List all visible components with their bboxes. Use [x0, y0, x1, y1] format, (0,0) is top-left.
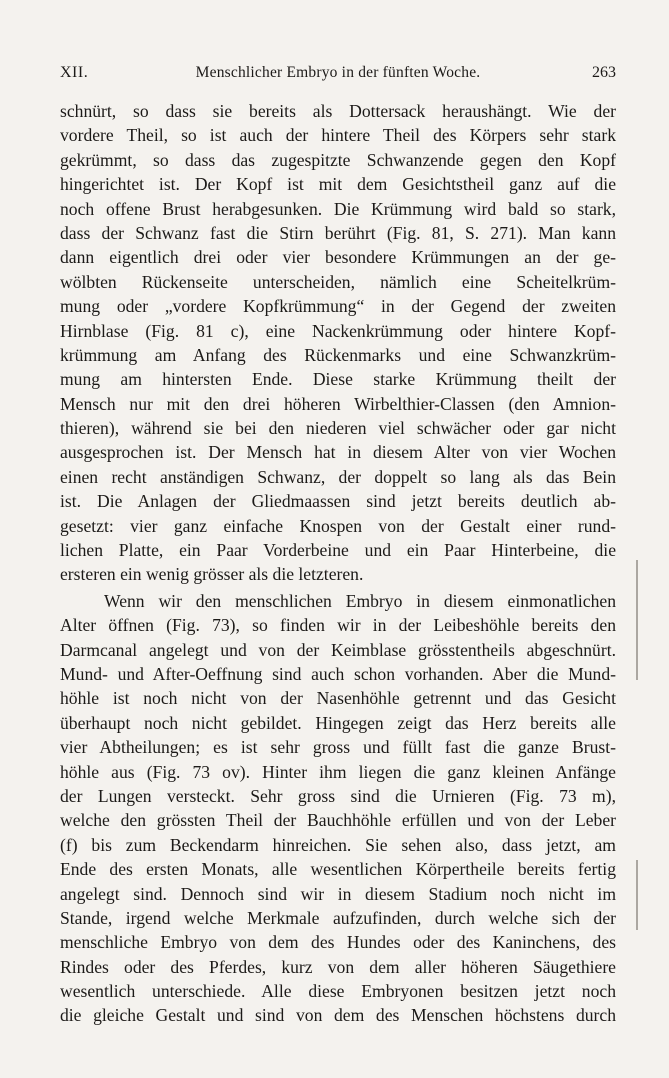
text-line: überhaupt noch nicht gebildet. Hingegen zeigt das Herz bereits alle [60, 712, 616, 733]
text-line: Darmcanal angelegt und von der Keimblase grösstentheils abgeschnürt. [60, 639, 616, 660]
text-line: schnürt, so dass sie bereits als Dottersack heraushängt. Wie der [60, 101, 616, 121]
text-line: Mensch nur mit den drei höheren Wirbelthier-Classen (den Amnion- [60, 393, 616, 414]
text-line: höhle ist noch nicht von der Nasenhöhle getrennt und das Gesicht [60, 688, 616, 709]
text-line: mung oder „vordere Kopfkrümmung“ in der Gegend der zweiten [60, 296, 616, 317]
text-line: vier Abtheilungen; es ist sehr gross und füllt fast die ganze Brust- [60, 737, 616, 758]
paragraph-2 [60, 589, 616, 1028]
page-number: 263 [592, 64, 616, 81]
text-line: ersteren ein wenig grösser als die letzteren. [60, 564, 364, 585]
text-line: ist. Die Anlagen der Gliedmaassen sind jetzt bereits deutlich ab- [60, 491, 616, 512]
text-line: Wenn wir den menschlichen Embryo in diesem einmonatlichen [104, 590, 616, 611]
text-line: Hirnblase (Fig. 81 c), eine Nackenkrümmung oder hintere Kopf- [60, 320, 616, 341]
text-line: vordere Theil, so ist auch der hintere Theil des Körpers sehr stark [60, 125, 616, 146]
margin-scan-mark [636, 560, 638, 680]
text-line: einen recht anständigen Schwanz, der doppelt so lang als das Bein [60, 466, 616, 487]
text-line: noch offene Brust herabgesunken. Die Krümmung wird bald so stark, [60, 198, 616, 219]
text-line: hingerichtet ist. Der Kopf ist mit dem Gesichtstheil ganz auf die [60, 174, 616, 195]
text-line: wölbten Rückenseite unterscheiden, nämlich eine Scheitelkrüm- [60, 271, 616, 292]
text-line: Mund- und After-Oeffnung sind auch schon vorhanden. Aber die Mund- [60, 663, 616, 684]
text-line: wesentlich unterschiede. Alle diese Embryonen besitzen jetzt noch [60, 981, 616, 1002]
text-line: krümmung am Anfang des Rückenmarks und eine Schwanzkrüm- [60, 344, 616, 365]
text-line: (f) bis zum Beckendarm hinreichen. Sie sehen also, dass jetzt, am [60, 834, 616, 855]
text-line: lichen Platte, ein Paar Vorderbeine und ein Paar Hinterbeine, die [60, 540, 616, 561]
text-line: Alter öffnen (Fig. 73), so finden wir in der Leibeshöhle bereits den [60, 615, 616, 636]
text-line: höhle aus (Fig. 73 ov). Hinter ihm liegen die ganz kleinen Anfänge [60, 761, 616, 782]
text-line: gekrümmt, so dass das zugespitzte Schwanzende gegen den Kopf [60, 149, 616, 170]
text-line: Rindes oder des Pferdes, kurz von dem aller höheren Säugethiere [60, 956, 616, 977]
text-line: mung am hintersten Ende. Diese starke Krümmung theilt der [60, 369, 616, 390]
text-line: angelegt sind. Dennoch sind wir in diesem Stadium noch nicht im [60, 883, 616, 904]
running-title: Menschlicher Embryo in der fünften Woche. [195, 64, 481, 81]
text-line: der Lungen versteckt. Sehr gross sind die Urnieren (Fig. 73 m), [60, 785, 616, 806]
text-line: gesetzt: vier ganz einfache Knospen von der Gestalt einer rund- [60, 515, 616, 536]
section-number: XII. [60, 64, 89, 81]
text-line: Ende des ersten Monats, alle wesentlichen Körpertheile bereits fertig [60, 859, 616, 880]
text-line: Stande, irgend welche Merkmale aufzufinden, durch welche sich der [60, 907, 616, 928]
paragraph-1 [60, 99, 616, 587]
text-line: dass der Schwanz fast die Stirn berührt (Fig. 81, S. 271). Man kann [60, 222, 616, 243]
text-line: ausgesprochen ist. Der Mensch hat in diesem Alter von vier Wochen [60, 442, 616, 463]
text-line: menschliche Embryo von dem des Hundes oder des Kaninchens, des [60, 932, 616, 953]
text-line: dann eigentlich drei oder vier besondere Krümmungen an der ge- [60, 247, 616, 268]
page-header [60, 64, 616, 86]
body-text [60, 99, 616, 1028]
margin-scan-mark [636, 860, 638, 930]
text-line: welche den grössten Theil der Bauchhöhle erfüllen und von der Leber [60, 810, 616, 831]
text-line: die gleiche Gestalt und sind von dem des Menschen höchstens durch [60, 1005, 616, 1026]
text-line: thieren), während sie bei den niederen viel schwächer oder gar nicht [60, 418, 616, 439]
